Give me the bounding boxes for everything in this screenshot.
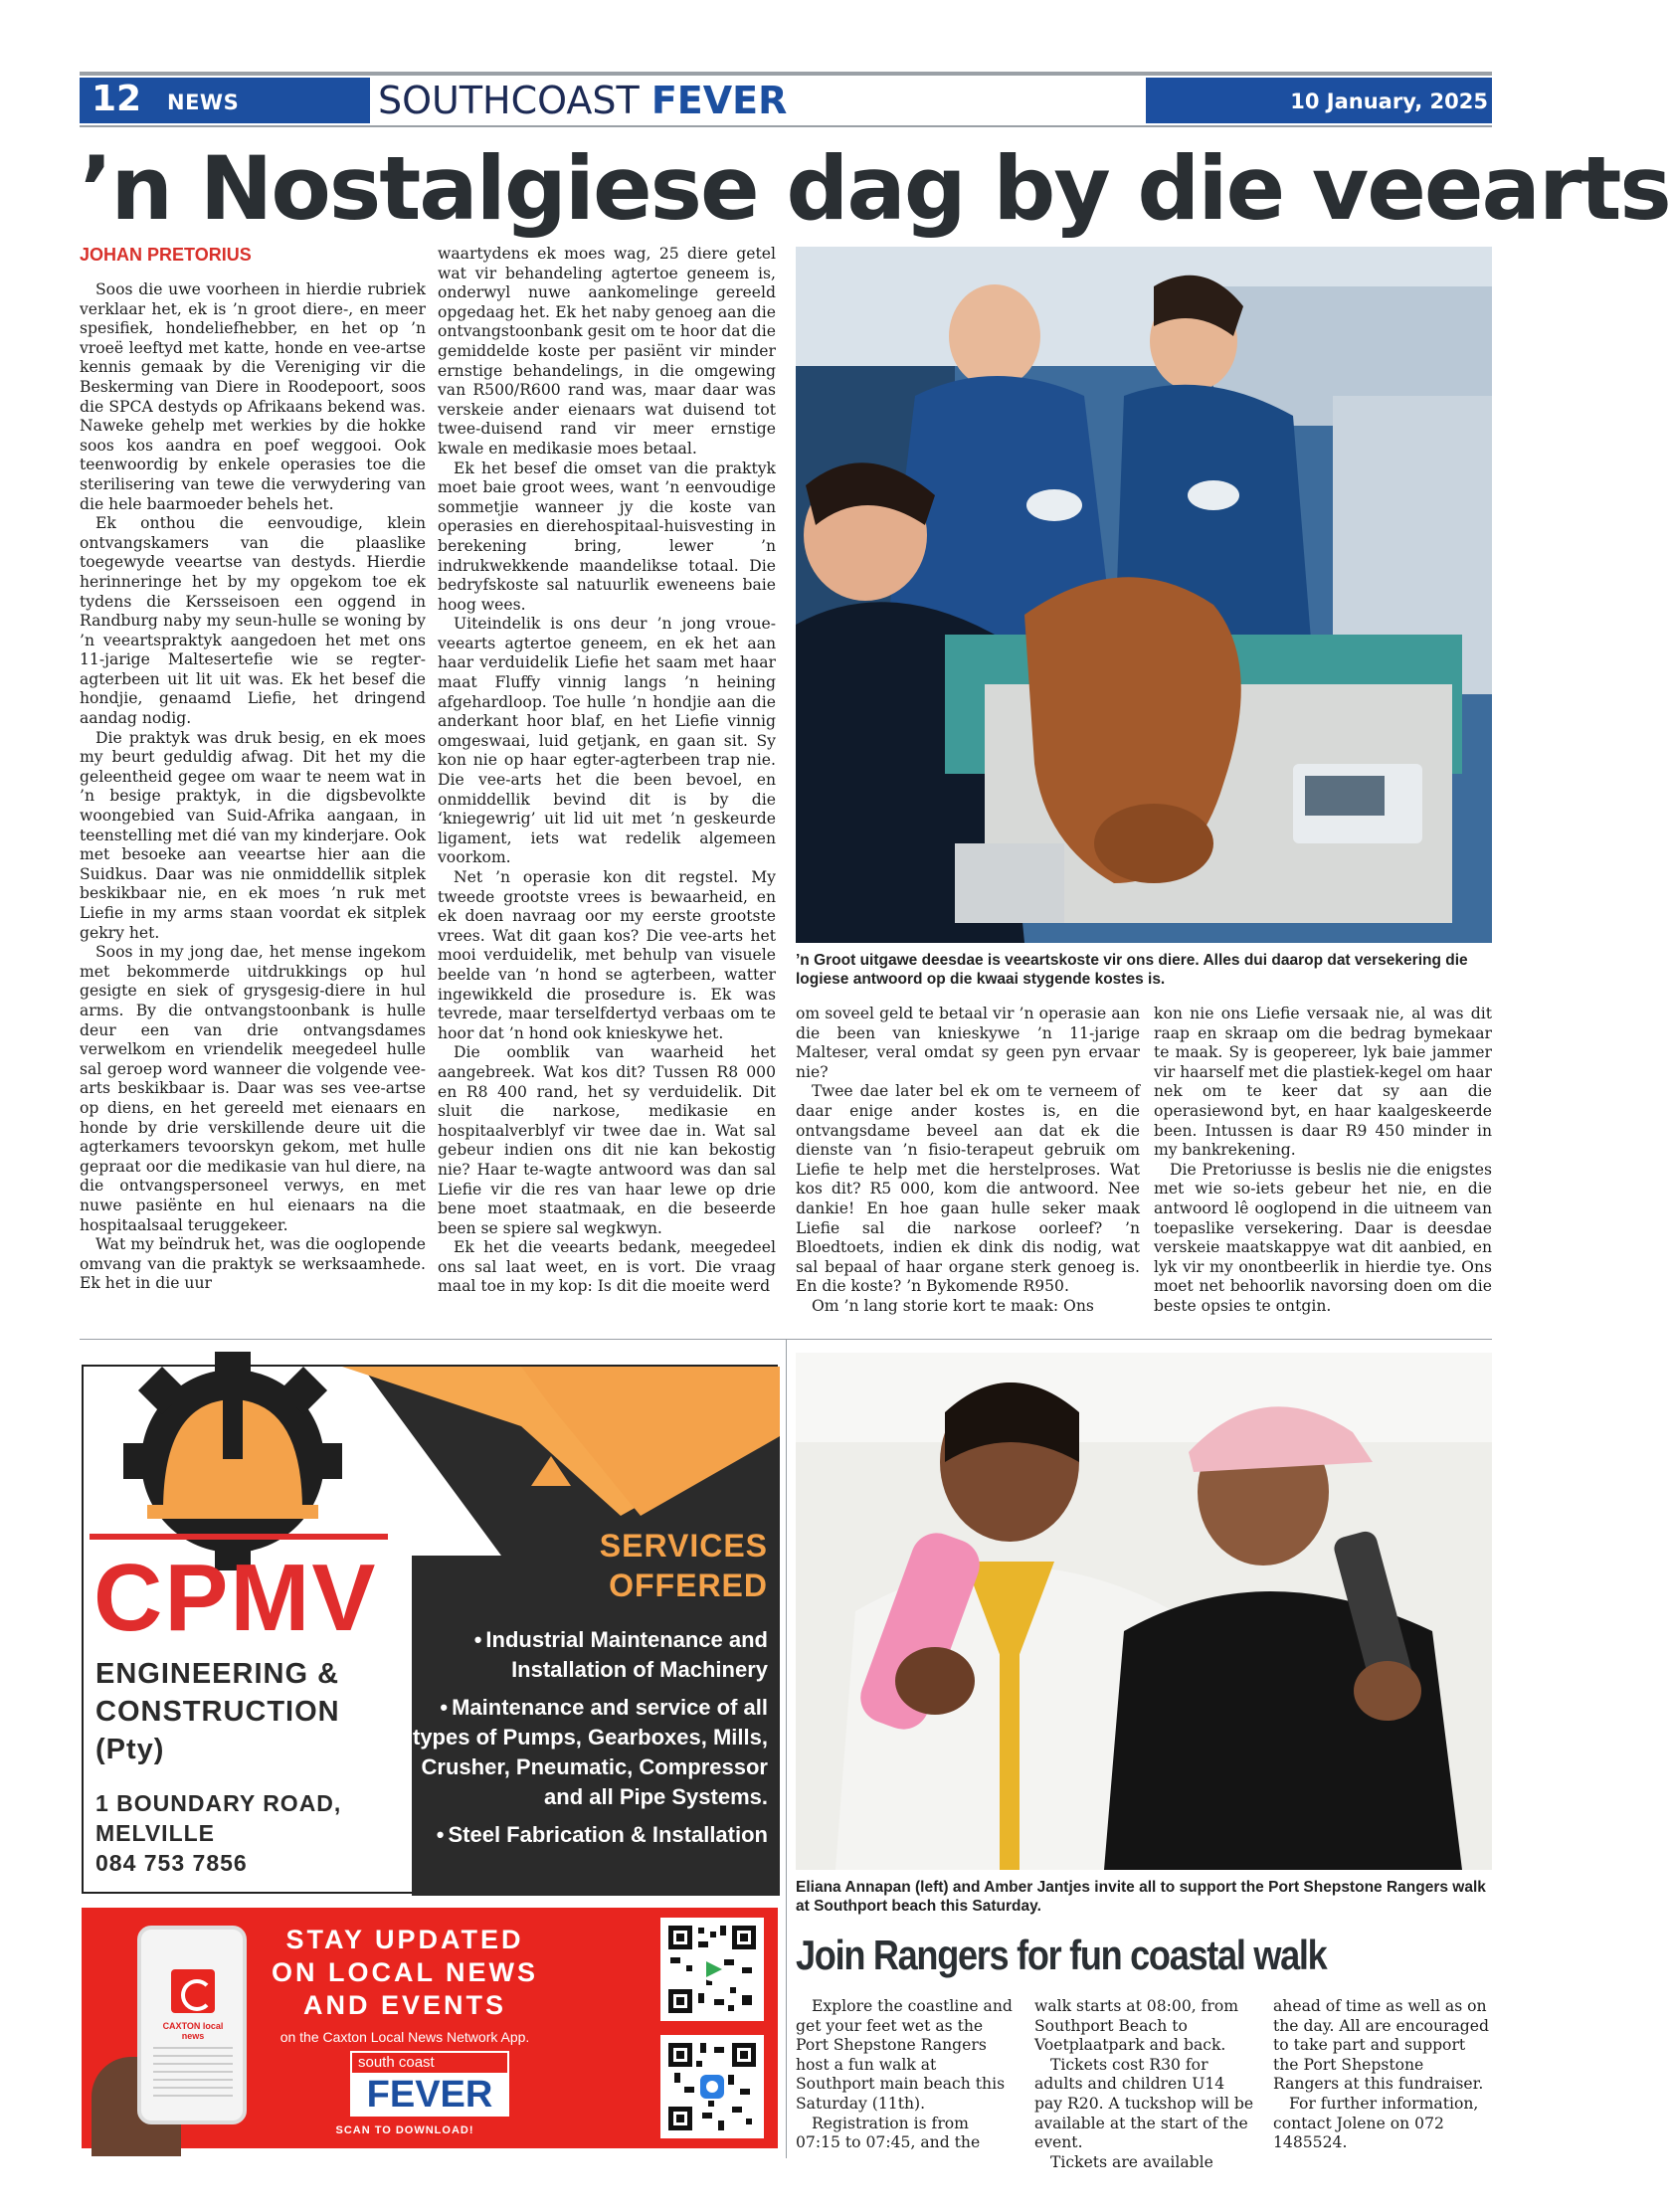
- bullet-icon: •: [436, 1822, 445, 1847]
- service-text: Steel Fabrication & Installation: [448, 1822, 768, 1847]
- paragraph: Die Pretoriusse is beslis nie die enigstes met wie so-iets gebeur het nie, en die antwoord lê ooglopend in die uitneem van toepaslike versekering. Daar is deesdae verskeie maatskappye wat dit aanbied, en lyk vir my onontbeerlik in hierdie tye. Ons moet net behoorlik navorsing doen om die beste opsies te ontgin.: [1154, 1160, 1492, 1315]
- phone-number: 084 753 7856: [95, 1850, 248, 1876]
- stay-updated-headline: [271, 1924, 539, 2022]
- paragraph: Explore the coastline and get your feet wet as the Port Shepstone Rangers host a fun walk at Southport main beach this Saturday (11th).: [796, 1997, 1013, 2113]
- scan-instruction: SCAN TO DOWNLOAD!: [335, 2124, 474, 2136]
- masthead-date-block: [1146, 78, 1492, 123]
- company-line: CONSTRUCTION: [95, 1696, 340, 1728]
- qr-code-icon: [666, 2041, 758, 2132]
- google-play-qr-code[interactable]: [660, 1918, 764, 2021]
- phone-app-name: CAXTON local news: [162, 2021, 224, 2041]
- services-list: [400, 1625, 768, 1858]
- vet-surgery-illustration: [796, 247, 1492, 943]
- issue-date: 10 January, 2025: [1290, 90, 1488, 113]
- vet-photo-caption: ’n Groot uitgawe deesdae is veeartskoste vir ons diere. Alles dui daarop dat versekering die logiese antwoord op die kwaai stygende kostes is.: [796, 952, 1468, 988]
- headline-line: STAY UPDATED: [285, 1925, 524, 1954]
- southcoast-fever-logo: [350, 2051, 509, 2117]
- masthead-bottom-rule: [80, 125, 1492, 127]
- publication-name-light: SOUTHCOAST: [378, 79, 640, 122]
- paragraph: Uiteindelik is ons deur ’n jong vroue-veearts agtertoe geneem, en ek het aan haar verduidelik Liefie het saam met haar maat Fluffy vinnig langs ’n heining afgehardloop. Toe hulle ’n hondjie aan die anderkant hoor blaf, en het Liefie vinnig omgeswaai, luid getjank, en gaan sit. Sy kon nie op haar egter-agterbeen trap nie. Die vee-arts het die been bevoel, en onmiddellik bevind dit is by die ‘kniegewrig’ uit lid uit met ’n geskeurde ligament, iets wat redelik algemeen voorkom.: [438, 615, 776, 867]
- company-address: [95, 1788, 341, 1878]
- service-item: [400, 1625, 768, 1685]
- rangers-illustration: [796, 1353, 1492, 1870]
- caxton-logo-icon: [171, 1969, 215, 2013]
- service-item: [400, 1820, 768, 1850]
- article-column-2: [438, 245, 776, 1321]
- paragraph: Net ’n operasie kon dit regstel. My tweede grootste vrees is bewaarheid, en ek doen navraag oor my eerste grootste vrees. Wat dit gaan kos? Die vee-arts het mooi verduidelik, met behulp van visuele beelde van ’n hond se agterbeen, watter ingewikkeld die prosedure is. Ek was tevrede, maar terselfdertyd verbaas om te hoor dat ’n hond ook knieskywe het.: [438, 868, 776, 1042]
- paragraph: Soos die uwe voorheen in hierdie rubriek verklaar het, ek is ’n groot diere-, en meer spesifiek, hondeliefhebber, en het op ’n vroeë leeftyd met katte, honde en vee-artse kennis gemaak by die Vereniging vir die Beskerming van Diere in Roodepoort, soos die SPCA destyds op Afrikaans bekend was. Naweke gehelp met werkies by die hokke soos kos aandra en poef weggooi. Ook teenwoordig by enkele operasies toe die sterilisering van tewe die verwydering van die hele baarmoeder behels het.: [80, 280, 426, 513]
- article-column-1: [80, 280, 426, 1321]
- paragraph: waartydens ek moes wag, 25 diere getel wat vir behandeling agtertoe geneem is, onderwyl nuwe aankomelinge gereeld opgedaag het. Ek het naby genoeg aan die ontvangstoonbank gesit om te hoor dat die gemiddelde koste per pasiënt vir minder ernstige behandelings, in die omgewing van R500/R600 rand was, maar daar was verskeie ander eienaars wat duisend tot twee-duisend rand vir meer ernstige kwale en medikasie moes betaal.: [438, 245, 776, 458]
- logo-main-text: FEVER: [366, 2074, 493, 2116]
- rangers-column-3: [1273, 1997, 1494, 2156]
- page-number: 12: [92, 79, 142, 119]
- paragraph: Twee dae later bel ek om te verneem of daar enige ander kostes is, en die ontvangsdame beveel aan dat ek die dienste van ’n fisio-terapeut gebruik om Liefie te help met die herstelproses. Wat kos dit? R5 000, kom die antwoord. Nee dankie! En hoe gaan hulle seker maak Liefie sal die narkose oorleef? ’n Bloedtoets, indien ek dink dis nodig, wat sal bepaal of haar organe sterk genoeg is. En die koste? ’n Bykomende R950.: [796, 1082, 1140, 1296]
- rangers-photo: [796, 1353, 1492, 1870]
- paragraph: Om ’n lang storie kort te maak: Ons: [812, 1296, 1094, 1315]
- qr-code-icon: [666, 1924, 758, 2015]
- cpmv-advertisement: [82, 1365, 778, 1894]
- paragraph: Tickets are available: [1050, 2152, 1213, 2171]
- rangers-photo-caption: Eliana Annapan (left) and Amber Jantjes invite all to support the Port Shepstone Rangers walk at Southport beach this Saturday.: [796, 1879, 1486, 1915]
- paragraph: Soos in my jong dae, het mense ingekom met bekommerde uitdrukkings op hul gesigte en siek of grysgesig-diere in hul arms. By die ontvangstoonbank is hulle deur een van drie ontvangsdames verwelkom en vriendelik meegedeel hulle sal geroep word wanneer die volgende vee-arts beskikbaar is. Daar was ses vee-artse op diens, en het gereeld met eienaars en honde by drie verskillende deure uit die agterkamers tevoorskyn gekom, met hulle gepraat oor die medikasie van hul diere, na die ontvangspersoneel verwys, en met nuwe pasiënte en hul eienaars na die hospitaalsaal teruggekeer.: [80, 943, 426, 1234]
- masthead-section-block: [80, 78, 370, 123]
- app-subline: on the Caxton Local News Network App.: [279, 2029, 530, 2045]
- company-line: ENGINEERING &: [95, 1658, 340, 1690]
- section-label: NEWS: [167, 91, 240, 114]
- masthead-top-rule: [80, 72, 1492, 76]
- paragraph: Wat my beïndruk het, was die ooglopende omvang van die praktyk se werksaamhede. Ek het in die uur: [80, 1235, 426, 1293]
- paragraph: kon nie ons Liefie versaak nie, al was dit raap en skraap om die bedrag bymekaar te maak. Sy is geopereer, lyk baie jammer vir haarself met die plastiek-kegel om haar nek om te keer dat sy aan die operasiewond byt, en haar kaalgeskeerde been. Intussen is daar R9 450 minder in my bankrekening.: [1154, 1005, 1492, 1160]
- paragraph: Die oomblik van waarheid het aangebreek. Wat kos dit? Tussen R8 000 en R8 400 rand, het sy verduidelik. Dit sluit die narkose, medikasie en hospitaalverblyf vir twee dae in. Wat sal gebeur indien ons dit nie kan bekostig nie? Haar te-wagte antwoord was dan sal Liefie vir die res van haar lewe op drie bene moet staatmaak, en die beseerde been se spiere sal wegkwyn.: [438, 1043, 776, 1237]
- paragraph: Ek het besef die omset van die praktyk moet baie groot wees, want ’n eenvoudige sommetjie wanneer jy die koste van operasies en dierehospitaal-huisvesting in berekening bring, lewer ’n indrukwekkende maandelikse totaal. Die bedryfskoste sal natuurlik eweneens baie hoog wees.: [438, 459, 776, 614]
- service-text: Maintenance and service of all types of Pumps, Gearboxes, Mills, Crusher, Pneumatic, Compressor and all Pipe Systems.: [413, 1695, 768, 1809]
- article-headline: ’n Nostalgiese dag by die veearts: [80, 137, 1670, 240]
- paragraph: Ek onthou die eenvoudige, klein ontvangskamers van die plaaslike toegewyde veeartse van destyds. Hierdie herinneringe het by my opgekom toe ek tydens die Kersseisoen een oggend in Randburg naby my seun-hulle se woning by ’n veeartspraktyk aangedoen het met ons 11-jarige Maltesertefie wie se regter-agterbeen uit lit uit was. Ek het besef die hondjie, genaamd Liefie, het dringend aandag nodig.: [80, 514, 426, 728]
- column-divider: [786, 1339, 787, 2158]
- article-column-3: [796, 1005, 1140, 1321]
- logo-top-text: south coast: [352, 2053, 507, 2073]
- rangers-column-2: [1034, 1997, 1255, 2171]
- phone-screen-lines: [153, 2047, 233, 2097]
- article-column-4: [1154, 1005, 1492, 1321]
- address-line: MELVILLE: [95, 1820, 216, 1846]
- cpmv-logo-text: CPMV: [93, 1545, 378, 1651]
- bullet-icon: •: [473, 1627, 482, 1652]
- services-title-line: OFFERED: [609, 1567, 768, 1603]
- paragraph: Die praktyk was druk besig, en ek moes my beurt geduldig afwag. Dit het my die geleentheid gegee om waar te neem wat in ’n besige praktyk, in die digsbevolkte woongebied van Suid-Afrika aangaan, in teenstelling met dié van my kinderjare. Ook met besoeke aan veeartse hier aan die Suidkus. Daar was nie onmiddellik sitplek beskikbaar nie, en ek moes ’n ruk met Liefie in my arms staan voordat ek sitplek gekry het.: [80, 728, 426, 942]
- publication-name: [378, 79, 787, 122]
- headline-line: ON LOCAL NEWS: [272, 1957, 538, 1987]
- service-text: Industrial Maintenance and Installation of Machinery: [485, 1627, 768, 1682]
- article-byline: JOHAN PRETORIUS: [80, 245, 252, 265]
- masthead: [80, 78, 1492, 123]
- vet-surgery-photo: [796, 247, 1492, 943]
- paragraph: ahead of time as well as on the day. All are encouraged to take part and support the Port Shepstone Rangers at this fundraiser.: [1273, 1997, 1489, 2094]
- service-item: [400, 1693, 768, 1812]
- services-title-line: SERVICES: [599, 1528, 768, 1564]
- paragraph: Tickets cost R30 for adults and children U14 pay R20. A tuckshop will be available at the start of the event.: [1034, 2055, 1254, 2152]
- masthead-publication: [370, 78, 1146, 123]
- paragraph: Ek het die veearts bedank, meegedeel ons sal laat weet, en is vort. Die vraag maal toe in my kop: Is dit die moeite werd: [438, 1238, 776, 1296]
- phone-mockup: [137, 1926, 247, 2124]
- publication-name-bold: FEVER: [650, 79, 788, 122]
- services-title: [600, 1526, 768, 1605]
- paragraph: walk starts at 08:00, from Southport Beach to Voetplaatpark and back.: [1034, 1997, 1239, 2055]
- app-store-qr-code[interactable]: [660, 2035, 764, 2138]
- bullet-icon: •: [440, 1695, 449, 1720]
- paragraph: om soveel geld te betaal vir ’n operasie aan die been van knieskywe ’n 11-jarige Malteser, veral omdat sy geen pyn ervaar nie?: [796, 1005, 1140, 1081]
- address-line: 1 BOUNDARY ROAD,: [95, 1790, 342, 1816]
- headline-line: AND EVENTS: [302, 1990, 507, 2020]
- caxton-app-advertisement: [82, 1908, 778, 2148]
- company-type: [95, 1655, 340, 1768]
- rangers-headline: Join Rangers for fun coastal walk: [796, 1932, 1327, 1978]
- paragraph: For further information, contact Jolene on 072 1485524.: [1273, 2094, 1479, 2152]
- company-line: (Pty): [95, 1734, 165, 1765]
- paragraph: Registration is from 07:15 to 07:45, and the: [796, 2114, 981, 2152]
- rangers-column-1: [796, 1997, 1017, 2156]
